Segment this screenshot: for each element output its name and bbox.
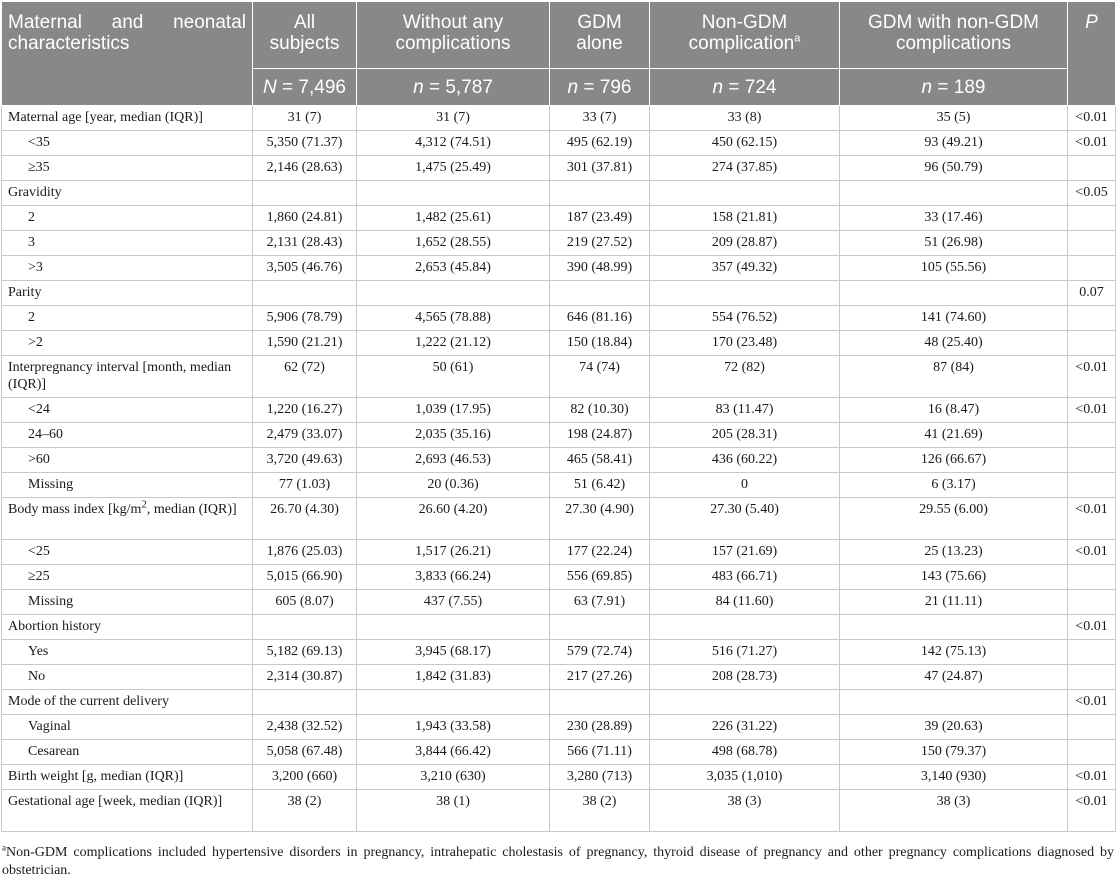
table-cell: 105 (55.56) bbox=[840, 256, 1068, 281]
table-cell: 50 (61) bbox=[357, 356, 550, 398]
table-body bbox=[2, 106, 1116, 832]
p-value-cell bbox=[1068, 640, 1116, 665]
table-cell: 1,652 (28.55) bbox=[357, 231, 550, 256]
table-cell: 1,842 (31.83) bbox=[357, 665, 550, 690]
table-row bbox=[2, 590, 1116, 615]
col-header-non-gdm: Non-GDM complication$^a$ bbox=[650, 2, 840, 69]
table-cell: 2,693 (46.53) bbox=[357, 448, 550, 473]
p-value-cell: <0.01 bbox=[1068, 498, 1116, 540]
table-cell: 38 (2) bbox=[550, 790, 650, 832]
row-label: Body mass index [$kg/m^2$, median (IQR)] bbox=[2, 498, 253, 540]
p-value-cell bbox=[1068, 715, 1116, 740]
table-row bbox=[2, 206, 1116, 231]
table-cell: 230 (28.89) bbox=[550, 715, 650, 740]
table-cell: 93 (49.21) bbox=[840, 131, 1068, 156]
table-cell: 31 (7) bbox=[253, 106, 357, 131]
table-cell: 198 (24.87) bbox=[550, 423, 650, 448]
row-label: Yes bbox=[2, 640, 253, 665]
table-cell: 1,475 (25.49) bbox=[357, 156, 550, 181]
table-cell bbox=[357, 181, 550, 206]
row-label: ≥35 bbox=[2, 156, 253, 181]
p-value-cell bbox=[1068, 565, 1116, 590]
table-cell: 6 (3.17) bbox=[840, 473, 1068, 498]
row-label: Birth weight [g, median (IQR)] bbox=[2, 765, 253, 790]
table-cell: 63 (7.91) bbox=[550, 590, 650, 615]
table-cell: 2,479 (33.07) bbox=[253, 423, 357, 448]
row-label: 2 bbox=[2, 306, 253, 331]
table-cell: 83 (11.47) bbox=[650, 398, 840, 423]
row-label: 24–60 bbox=[2, 423, 253, 448]
table-row bbox=[2, 665, 1116, 690]
n-all-subjects: N = 7,496 bbox=[253, 69, 357, 106]
table-cell: 5,350 (71.37) bbox=[253, 131, 357, 156]
table-cell: 357 (49.32) bbox=[650, 256, 840, 281]
characteristics-table bbox=[1, 1, 1116, 832]
row-label: <24 bbox=[2, 398, 253, 423]
table-cell: 226 (31.22) bbox=[650, 715, 840, 740]
n-gdm-alone: n = 796 bbox=[550, 69, 650, 106]
table-cell: 4,565 (78.88) bbox=[357, 306, 550, 331]
p-value-cell bbox=[1068, 256, 1116, 281]
p-value-cell: <0.01 bbox=[1068, 131, 1116, 156]
row-label: Missing bbox=[2, 590, 253, 615]
table-cell: 51 (6.42) bbox=[550, 473, 650, 498]
table-cell: 2,131 (28.43) bbox=[253, 231, 357, 256]
table-cell: 1,590 (21.21) bbox=[253, 331, 357, 356]
table-cell bbox=[253, 181, 357, 206]
table-row bbox=[2, 540, 1116, 565]
table-row bbox=[2, 398, 1116, 423]
footnote bbox=[2, 844, 1114, 880]
p-value-cell bbox=[1068, 423, 1116, 448]
p-value-cell bbox=[1068, 306, 1116, 331]
table-cell: 150 (79.37) bbox=[840, 740, 1068, 765]
table-cell: 274 (37.85) bbox=[650, 156, 840, 181]
table-cell: 1,482 (25.61) bbox=[357, 206, 550, 231]
table-cell: 38 (3) bbox=[840, 790, 1068, 832]
table-cell: 170 (23.48) bbox=[650, 331, 840, 356]
table-cell: 29.55 (6.00) bbox=[840, 498, 1068, 540]
table-cell: 205 (28.31) bbox=[650, 423, 840, 448]
p-value-cell bbox=[1068, 740, 1116, 765]
table-row bbox=[2, 473, 1116, 498]
table-cell: 3,035 (1,010) bbox=[650, 765, 840, 790]
table-cell: 84 (11.60) bbox=[650, 590, 840, 615]
table-cell: 25 (13.23) bbox=[840, 540, 1068, 565]
table-row bbox=[2, 423, 1116, 448]
table-cell: 3,844 (66.42) bbox=[357, 740, 550, 765]
row-label: Interpregnancy interval [month, median (IQR)] bbox=[2, 356, 253, 398]
table-cell: 62 (72) bbox=[253, 356, 357, 398]
table-cell bbox=[550, 690, 650, 715]
table-cell bbox=[840, 281, 1068, 306]
table-cell bbox=[253, 690, 357, 715]
table-cell: 82 (10.30) bbox=[550, 398, 650, 423]
row-label: 3 bbox=[2, 231, 253, 256]
p-value-cell: <0.01 bbox=[1068, 615, 1116, 640]
row-label: Mode of the current delivery bbox=[2, 690, 253, 715]
table-cell bbox=[550, 181, 650, 206]
n-without-complications: n = 5,787 bbox=[357, 69, 550, 106]
table-cell: 38 (3) bbox=[650, 790, 840, 832]
p-value-cell: <0.01 bbox=[1068, 398, 1116, 423]
table-cell bbox=[550, 615, 650, 640]
table-cell: 1,517 (26.21) bbox=[357, 540, 550, 565]
table-cell: 1,220 (16.27) bbox=[253, 398, 357, 423]
table-cell: 142 (75.13) bbox=[840, 640, 1068, 665]
table-cell: 26.60 (4.20) bbox=[357, 498, 550, 540]
p-value-cell: <0.01 bbox=[1068, 106, 1116, 131]
table-cell: 33 (8) bbox=[650, 106, 840, 131]
table-cell: 5,058 (67.48) bbox=[253, 740, 357, 765]
table-cell: 1,222 (21.12) bbox=[357, 331, 550, 356]
p-value-cell: <0.01 bbox=[1068, 690, 1116, 715]
row-label: Missing bbox=[2, 473, 253, 498]
table-cell: 26.70 (4.30) bbox=[253, 498, 357, 540]
table-cell: 27.30 (4.90) bbox=[550, 498, 650, 540]
table-cell bbox=[550, 281, 650, 306]
table-cell: 3,140 (930) bbox=[840, 765, 1068, 790]
table-row bbox=[2, 256, 1116, 281]
row-label: ≥25 bbox=[2, 565, 253, 590]
table-cell: 47 (24.87) bbox=[840, 665, 1068, 690]
table-cell: 390 (48.99) bbox=[550, 256, 650, 281]
table-cell bbox=[650, 181, 840, 206]
table-cell: 566 (71.11) bbox=[550, 740, 650, 765]
table-cell: 450 (62.15) bbox=[650, 131, 840, 156]
table-cell: 16 (8.47) bbox=[840, 398, 1068, 423]
table-cell bbox=[650, 690, 840, 715]
table-row bbox=[2, 740, 1116, 765]
p-value-cell bbox=[1068, 331, 1116, 356]
table-cell: 495 (62.19) bbox=[550, 131, 650, 156]
table-cell bbox=[650, 615, 840, 640]
table-cell: 51 (26.98) bbox=[840, 231, 1068, 256]
p-value-cell: <0.05 bbox=[1068, 181, 1116, 206]
row-label: Vaginal bbox=[2, 715, 253, 740]
header-row bbox=[2, 2, 1116, 69]
row-label: >60 bbox=[2, 448, 253, 473]
p-value-cell: <0.01 bbox=[1068, 540, 1116, 565]
table-cell: 33 (7) bbox=[550, 106, 650, 131]
row-label: Parity bbox=[2, 281, 253, 306]
table-cell: 483 (66.71) bbox=[650, 565, 840, 590]
row-label: No bbox=[2, 665, 253, 690]
table-cell: 3,505 (46.76) bbox=[253, 256, 357, 281]
table-cell bbox=[840, 181, 1068, 206]
row-label: Gestational age [week, median (IQR)] bbox=[2, 790, 253, 832]
table-cell bbox=[357, 615, 550, 640]
table-row bbox=[2, 156, 1116, 181]
table-cell: 556 (69.85) bbox=[550, 565, 650, 590]
row-label: Gravidity bbox=[2, 181, 253, 206]
table-row bbox=[2, 131, 1116, 156]
table-row bbox=[2, 331, 1116, 356]
table-cell: 3,210 (630) bbox=[357, 765, 550, 790]
table-row bbox=[2, 306, 1116, 331]
row-label: <25 bbox=[2, 540, 253, 565]
n-gdm-with-non-gdm: n = 189 bbox=[840, 69, 1068, 106]
table-cell: 72 (82) bbox=[650, 356, 840, 398]
table-cell: 1,039 (17.95) bbox=[357, 398, 550, 423]
table-cell: 2,146 (28.63) bbox=[253, 156, 357, 181]
table-cell: 3,200 (660) bbox=[253, 765, 357, 790]
table-cell: 5,015 (66.90) bbox=[253, 565, 357, 590]
p-value-cell: <0.01 bbox=[1068, 765, 1116, 790]
p-value-cell bbox=[1068, 206, 1116, 231]
p-value-cell bbox=[1068, 665, 1116, 690]
table-cell: 48 (25.40) bbox=[840, 331, 1068, 356]
table-cell bbox=[253, 615, 357, 640]
table-cell: 209 (28.87) bbox=[650, 231, 840, 256]
table-cell: 41 (21.69) bbox=[840, 423, 1068, 448]
table-cell: 5,906 (78.79) bbox=[253, 306, 357, 331]
table-cell: 554 (76.52) bbox=[650, 306, 840, 331]
row-label: <35 bbox=[2, 131, 253, 156]
col-header-all-subjects: All subjects bbox=[253, 2, 357, 69]
table-row bbox=[2, 448, 1116, 473]
row-label: 2 bbox=[2, 206, 253, 231]
table-row bbox=[2, 281, 1116, 306]
table-cell: 35 (5) bbox=[840, 106, 1068, 131]
table-cell: 437 (7.55) bbox=[357, 590, 550, 615]
table-cell: 158 (21.81) bbox=[650, 206, 840, 231]
col-header-without-complications: Without any complications bbox=[357, 2, 550, 69]
table-cell: 219 (27.52) bbox=[550, 231, 650, 256]
table-cell: 21 (11.11) bbox=[840, 590, 1068, 615]
table-cell: 4,312 (74.51) bbox=[357, 131, 550, 156]
p-value-cell bbox=[1068, 156, 1116, 181]
table-cell: 126 (66.67) bbox=[840, 448, 1068, 473]
table-cell bbox=[253, 281, 357, 306]
table-row bbox=[2, 790, 1116, 832]
table-row bbox=[2, 565, 1116, 590]
table-cell: 38 (1) bbox=[357, 790, 550, 832]
table-cell bbox=[357, 281, 550, 306]
table-row bbox=[2, 765, 1116, 790]
table-cell: 150 (18.84) bbox=[550, 331, 650, 356]
table-row bbox=[2, 615, 1116, 640]
table-cell: 516 (71.27) bbox=[650, 640, 840, 665]
table-cell: 465 (58.41) bbox=[550, 448, 650, 473]
table-cell: 2,314 (30.87) bbox=[253, 665, 357, 690]
characteristics-header: Maternal and neonatal characteristics bbox=[2, 2, 253, 106]
table-cell: 605 (8.07) bbox=[253, 590, 357, 615]
row-label: >2 bbox=[2, 331, 253, 356]
p-value-cell: 0.07 bbox=[1068, 281, 1116, 306]
table-cell: 1,860 (24.81) bbox=[253, 206, 357, 231]
p-value-cell bbox=[1068, 231, 1116, 256]
table-row bbox=[2, 231, 1116, 256]
table-cell: 143 (75.66) bbox=[840, 565, 1068, 590]
row-label: Cesarean bbox=[2, 740, 253, 765]
p-value-cell bbox=[1068, 590, 1116, 615]
table-cell: 96 (50.79) bbox=[840, 156, 1068, 181]
table-cell: 74 (74) bbox=[550, 356, 650, 398]
table-row bbox=[2, 690, 1116, 715]
p-value-cell: <0.01 bbox=[1068, 790, 1116, 832]
table-cell: 20 (0.36) bbox=[357, 473, 550, 498]
table-cell: 33 (17.46) bbox=[840, 206, 1068, 231]
p-value-cell bbox=[1068, 473, 1116, 498]
table-cell: 177 (22.24) bbox=[550, 540, 650, 565]
table-cell: 31 (7) bbox=[357, 106, 550, 131]
table-cell: 3,833 (66.24) bbox=[357, 565, 550, 590]
p-value-cell: <0.01 bbox=[1068, 356, 1116, 398]
table-cell: 498 (68.78) bbox=[650, 740, 840, 765]
table-cell: 5,182 (69.13) bbox=[253, 640, 357, 665]
table-cell: 0 bbox=[650, 473, 840, 498]
col-header-gdm-alone: GDM alone bbox=[550, 2, 650, 69]
table-cell: 436 (60.22) bbox=[650, 448, 840, 473]
table-cell: 141 (74.60) bbox=[840, 306, 1068, 331]
table-cell: 157 (21.69) bbox=[650, 540, 840, 565]
table-cell: 1,943 (33.58) bbox=[357, 715, 550, 740]
table-cell bbox=[650, 281, 840, 306]
table-row bbox=[2, 715, 1116, 740]
table-cell bbox=[840, 690, 1068, 715]
table-cell: 3,280 (713) bbox=[550, 765, 650, 790]
table-cell: 87 (84) bbox=[840, 356, 1068, 398]
table-cell: 1,876 (25.03) bbox=[253, 540, 357, 565]
table-cell: 39 (20.63) bbox=[840, 715, 1068, 740]
table-cell: 38 (2) bbox=[253, 790, 357, 832]
table-cell: 2,653 (45.84) bbox=[357, 256, 550, 281]
row-label: >3 bbox=[2, 256, 253, 281]
table-row bbox=[2, 106, 1116, 131]
p-value-cell bbox=[1068, 448, 1116, 473]
row-label: Maternal age [year, median (IQR)] bbox=[2, 106, 253, 131]
table-cell: 3,945 (68.17) bbox=[357, 640, 550, 665]
table-cell bbox=[840, 615, 1068, 640]
p-value-header: P bbox=[1068, 2, 1116, 106]
row-label: Abortion history bbox=[2, 615, 253, 640]
footnote-text: Non-GDM complications included hypertensive disorders in pregnancy, intrahepatic cholestasis of pregnancy, thyroid disease of pregnancy and other pregnancy complications diagnosed by obstetrician. bbox=[2, 845, 1114, 878]
table-cell: 27.30 (5.40) bbox=[650, 498, 840, 540]
table-cell bbox=[357, 690, 550, 715]
col-header-gdm-with-non-gdm: GDM with non-GDM complications bbox=[840, 2, 1068, 69]
table-row bbox=[2, 181, 1116, 206]
table-cell: 217 (27.26) bbox=[550, 665, 650, 690]
table-row bbox=[2, 498, 1116, 540]
table-cell: 2,035 (35.16) bbox=[357, 423, 550, 448]
table-cell: 579 (72.74) bbox=[550, 640, 650, 665]
table-cell: 2,438 (32.52) bbox=[253, 715, 357, 740]
table-row bbox=[2, 640, 1116, 665]
n-non-gdm: n = 724 bbox=[650, 69, 840, 106]
table-cell: 3,720 (49.63) bbox=[253, 448, 357, 473]
table-row bbox=[2, 356, 1116, 398]
footnote-marker: a bbox=[2, 842, 6, 853]
table-cell: 208 (28.73) bbox=[650, 665, 840, 690]
table-cell: 301 (37.81) bbox=[550, 156, 650, 181]
table-cell: 77 (1.03) bbox=[253, 473, 357, 498]
table-cell: 646 (81.16) bbox=[550, 306, 650, 331]
table-cell: 187 (23.49) bbox=[550, 206, 650, 231]
